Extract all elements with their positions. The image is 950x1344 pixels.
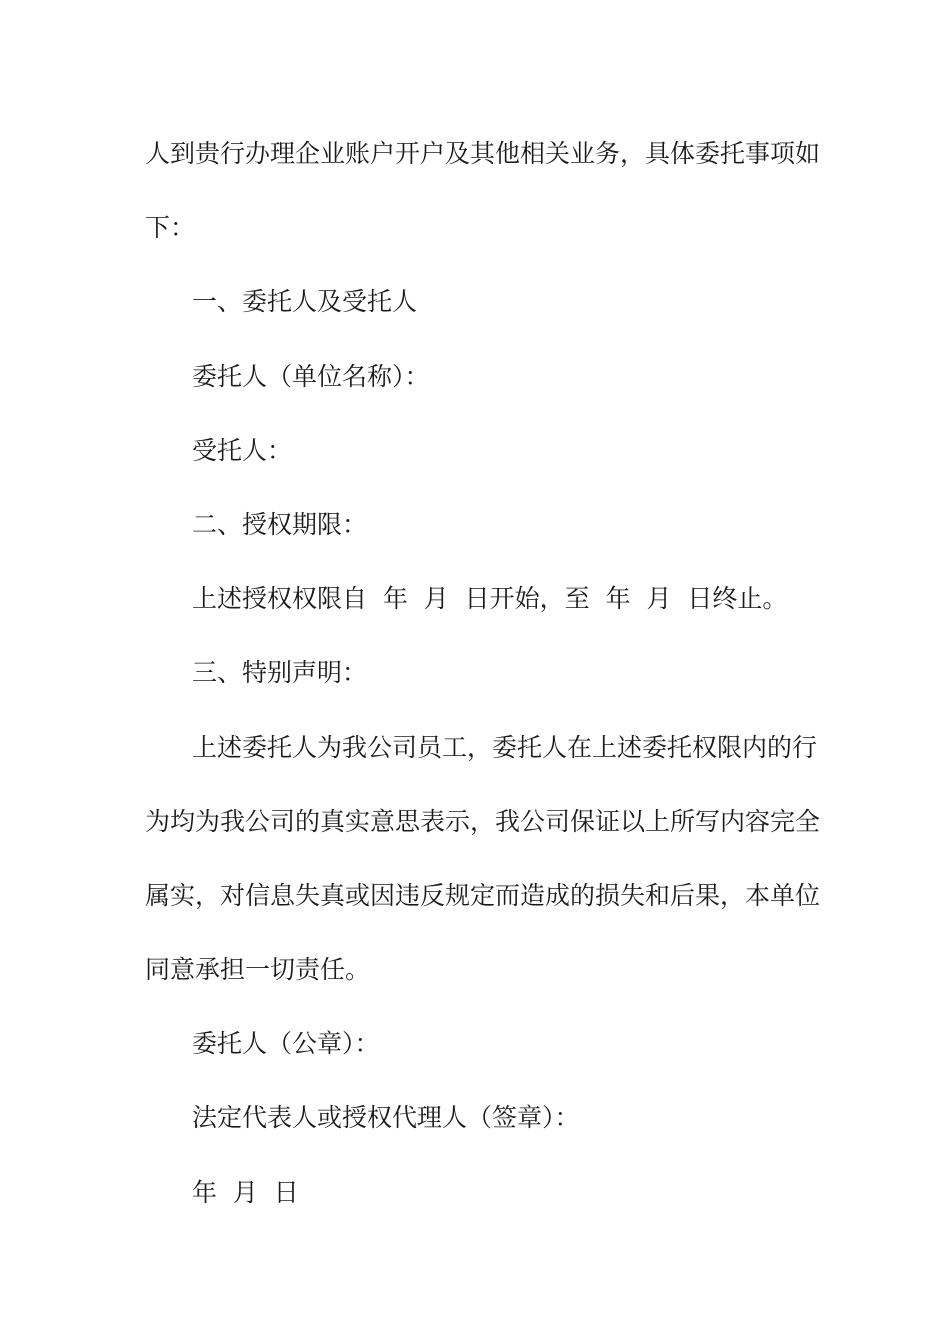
section-heading-authorization-period: 二、授权期限：	[192, 509, 368, 539]
agent-field: 受托人：	[192, 435, 293, 465]
authorization-period-text: 上述授权权限自 年 月 日开始，至 年 月 日终止。	[192, 584, 788, 614]
principal-seal-field: 委托人（公章）：	[192, 1029, 380, 1059]
statement-paragraph-line-1: 上述委托人为我公司员工，委托人在上述委托权限内的行	[192, 732, 818, 762]
document-body	[145, 117, 821, 1230]
principal-field: 委托人（单位名称）：	[192, 361, 430, 391]
date-field: 年 月 日	[192, 1177, 299, 1207]
statement-paragraph-line-2: 为均为我公司的真实意思表示，我公司保证以上所写内容完全	[145, 806, 821, 836]
intro-paragraph-line-1: 人到贵行办理企业账户开户及其他相关业务，具体委托事项如	[145, 139, 821, 168]
intro-paragraph-line-2: 下：	[145, 213, 196, 243]
legal-representative-signature-field: 法定代表人或授权代理人（签章）：	[192, 1103, 580, 1133]
statement-paragraph-line-4: 同意承担一切责任。	[145, 955, 371, 985]
section-heading-special-statement: 三、特别声明：	[192, 658, 368, 688]
section-heading-principal-agent: 一、委托人及受托人	[192, 287, 418, 317]
statement-paragraph-line-3: 属实，对信息失真或因违反规定而造成的损失和后果，本单位	[145, 880, 821, 910]
